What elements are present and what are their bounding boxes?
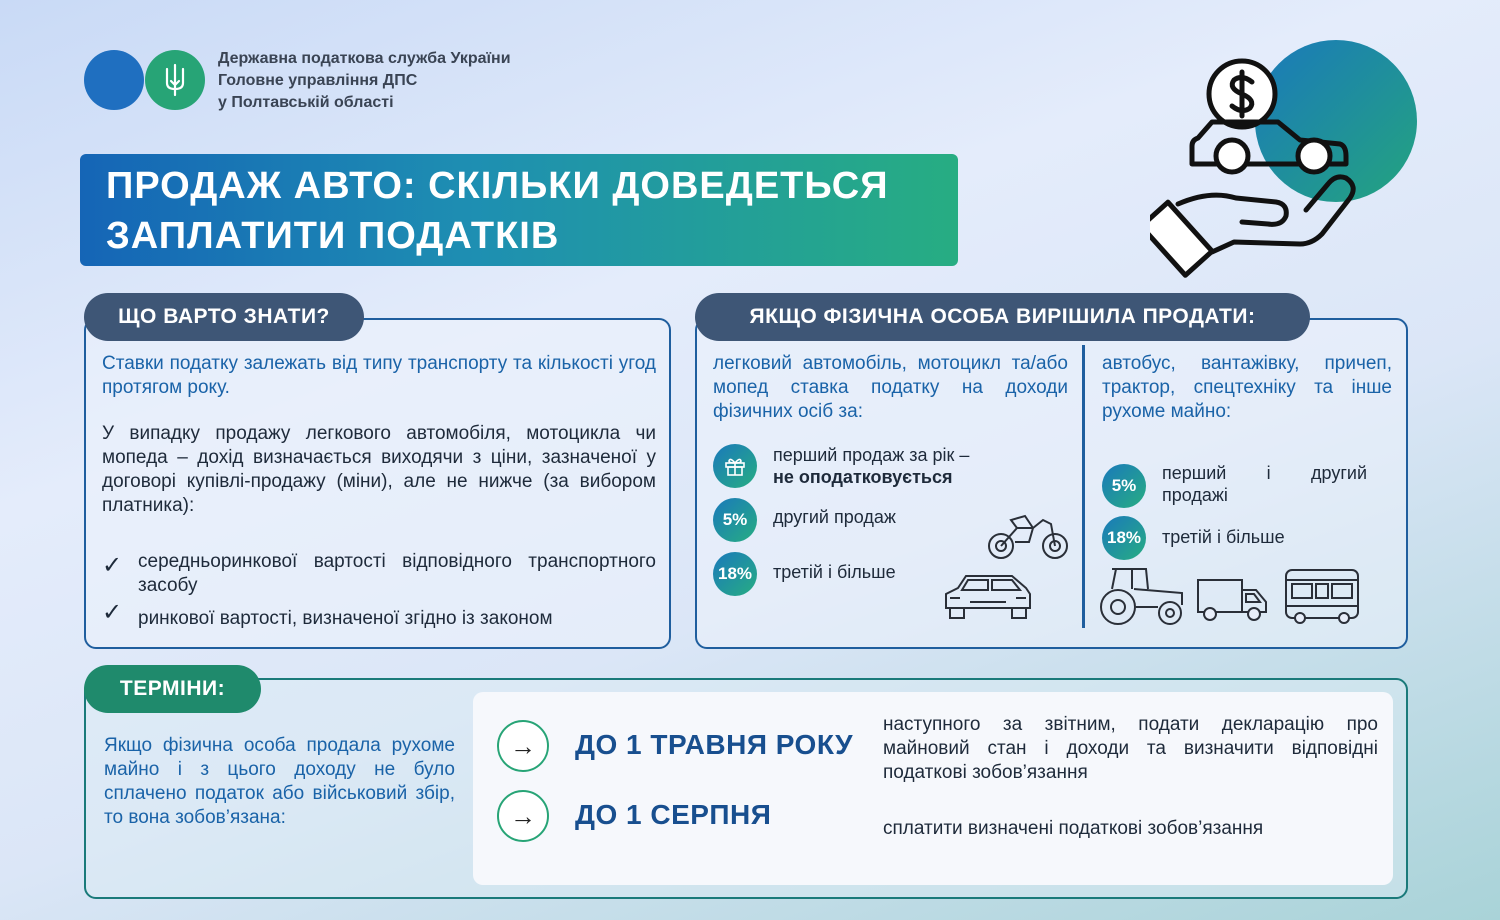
bus-icon [1282,566,1362,626]
right-rate-second-text: третій і більше [1162,527,1285,547]
hero-illustration [1150,38,1420,288]
arrow-circle-1 [497,720,549,772]
deadline-2: ДО 1 СЕРПНЯ [575,799,772,830]
know-heading: ЩО ВАРТО ЗНАТИ? [84,293,364,341]
know-intro: Ставки податку залежать від типу транспорту та кількості угод протягом року. [102,353,656,398]
check-item-2-text: ринкової вартості, визначеної згідно із законом [138,608,553,629]
check-item-2 [102,599,656,631]
car-dollar-hand-icon [1150,38,1420,288]
motorcycle-icon [985,508,1071,562]
terms-heading: ТЕРМІНИ: [84,665,261,713]
org-line-2: Головне управління ДПС [218,72,418,89]
deadline-1-description: наступного за звітним, подати декларацію про майновий стан і доходи та визначити відповідні податкові зобов’язання [883,714,1378,783]
sell-left-intro: легковий автомобіль, мотоцикл та/або мопед ставка податку на доходи фізичних осіб за: [713,353,1068,422]
deadline-2-description: сплатити визначені податкові зобов’язання [883,818,1264,839]
check-item-1 [102,550,656,598]
page-title [80,154,958,266]
left-rate-first [773,444,1043,488]
sell-divider [1082,345,1085,628]
org-line-1: Державна податкова служба України [218,50,511,67]
org-line-3: у Полтавській області [218,94,394,111]
right-rate-5-circle: 5% [1102,464,1146,508]
left-rate-5-circle: 5% [713,498,757,542]
arrow-right-icon: → [510,731,536,761]
deadline-1: ДО 1 ТРАВНЯ РОКУ [575,729,854,760]
suv-car-icon [942,570,1034,622]
checkmark-icon: ✓ [102,552,123,579]
truck-icon [1196,576,1270,622]
gift-icon [723,454,747,478]
left-rate-second-text: другий продаж [773,507,896,527]
tractor-icon [1098,565,1186,627]
arrow-circle-2 [497,790,549,842]
title-line-1: ПРОДАЖ АВТО: СКІЛЬКИ ДОВЕДЕТЬСЯ [106,165,889,207]
checkmark-icon: ✓ [102,599,123,626]
logo-green-circle [145,50,205,110]
right-rate-first-text: перший і другий продажі [1162,463,1367,505]
sell-heading: ЯКЩО ФІЗИЧНА ОСОБА ВИРІШИЛА ПРОДАТИ: [695,293,1310,341]
left-rate-third-text: третій і більше [773,562,896,582]
left-rate-first-text: перший продаж за рік – [773,445,970,465]
gift-rate-circle [713,444,757,488]
check-item-1-text: середньоринкової вартості відповідного транспортного засобу [138,551,656,596]
arrow-right-icon: → [510,801,536,831]
logo-blue-circle [84,50,144,110]
title-line-2: ЗАПЛАТИТИ ПОДАТКІВ [106,215,560,257]
right-rate-18-circle: 18% [1102,516,1146,560]
left-rate-18-circle: 18% [713,552,757,596]
trident-icon [162,63,188,97]
know-body: У випадку продажу легкового автомобіля, мотоцикла чи мопеда – дохід визначається виходячи з ціни, зазначеної у договорі купівлі-продажу (міни), але не нижче (за вибором платника): [102,423,656,516]
left-rate-first-bold: не оподатковується [773,467,953,487]
terms-text: Якщо фізична особа продала рухоме майно і з цього доходу не було сплачено податок або військовий збір, то вона зобов’язана: [104,735,455,828]
sell-right-intro: автобус, вантажівку, причеп, трактор, спецтехніку та інше рухоме майно: [1102,353,1392,422]
org-name [218,48,511,114]
